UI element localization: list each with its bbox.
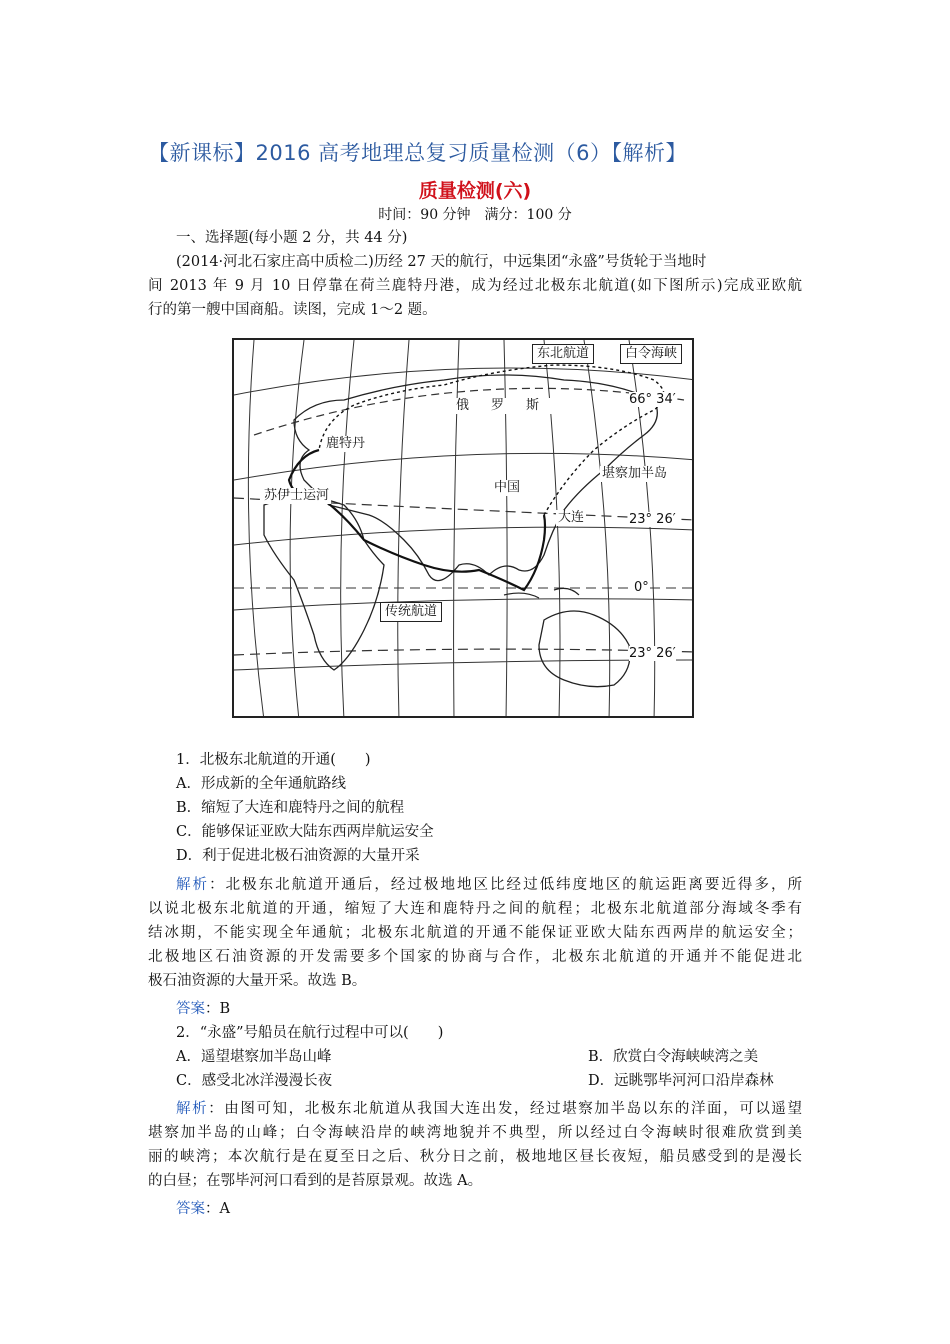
label-traditional-route: 传统航道 [380,602,442,622]
analysis-label: 解析 [176,877,210,893]
arctic-route-map [232,338,694,718]
intro-line-1: (2014·河北石家庄高中质检二)历经 27 天的航行，中远集团“永盛”号货轮于当地时 [176,254,707,270]
q2-stem: 2．“永盛”号船员在航行过程中可以( ) [176,1025,444,1041]
q2-analysis-line-1 [176,1099,802,1119]
q2-option-a: A．遥望堪察加半岛山峰 [176,1049,332,1065]
exam-title: 质量检测(六) [418,180,532,202]
answer-label-2: 答案 [176,1201,205,1217]
q2-option-b: B．欣赏白令海峡峡湾之美 [588,1049,759,1065]
exam-time-score: 时间：90 分钟 满分：100 分 [378,207,572,223]
q1-answer-value: ：B [205,1001,231,1017]
q1-analysis-line-5: 极石油资源的大量开采。故选 B。 [148,973,367,989]
q2-answer-value: ：A [205,1201,230,1217]
q1-option-a: A．形成新的全年通航路线 [176,776,346,792]
section-heading: 一、选择题(每小题 2 分，共 44 分) [176,230,408,246]
label-dalian: 大连 [558,510,585,525]
q1-analysis-text-1: ：北极东北航道开通后，经过极地地区比经过低纬度地区的航运距离要近得多，所 [209,877,803,893]
label-bering-strait: 白令海峡 [620,344,682,364]
q2-analysis-text-1: ：由图可知，北极东北航道从我国大连出发，经过堪察加半岛以东的洋面，可以遥望 [208,1101,802,1117]
q1-analysis-line-3: 结冰期，不能实现全年通航；北极东北航道的开通不能保证亚欧大陆东西两岸的航运安全； [148,925,802,941]
label-china: 中国 [494,480,521,495]
q1-analysis-line-2: 以说北极东北航道的开通，缩短了大连和鹿特丹之间的航程；北极东北航道部分海域冬季有 [148,901,802,917]
q1-analysis-line-1 [176,875,802,895]
q2-answer [176,1199,230,1219]
q1-analysis-line-4: 北极地区石油资源的开发需要多个国家的协商与合作，北极东北航道的开通并不能促进北 [148,949,802,965]
label-northeast-route: 东北航道 [532,344,594,364]
label-lat-2326-s: 23° 26′ [629,646,676,661]
q2-analysis-line-2: 堪察加半岛的山峰；白令海峡沿岸的峡湾地貌并不典型，所以经过白令海峡时很难欣赏到美 [148,1125,802,1141]
q2-option-d: D．远眺鄂毕河河口沿岸森林 [588,1073,774,1089]
q2-option-c: C．感受北冰洋漫漫长夜 [176,1073,333,1089]
label-kamchatka: 堪察加半岛 [602,466,668,481]
document-title: 【新课标】2016 高考地理总复习质量检测（6）【解析】 [148,141,687,165]
q1-stem: 1．北极东北航道的开通( ) [176,752,371,768]
q2-analysis-line-4: 的白昼；在鄂毕河河口看到的是苔原景观。故选 A。 [148,1173,483,1189]
label-rotterdam: 鹿特丹 [326,436,366,451]
label-russia: 俄罗斯 [456,398,562,413]
q1-option-c: C．能够保证亚欧大陆东西两岸航运安全 [176,824,434,840]
intro-line-3: 行的第一艘中国商船。读图，完成 1～2 题。 [148,302,437,318]
q1-option-b: B．缩短了大连和鹿特丹之间的航程 [176,800,405,816]
intro-line-2: 间 2013 年 9 月 10 日停靠在荷兰鹿特丹港，成为经过北极东北航道(如下图所示)完成亚欧航 [148,278,802,294]
q1-answer [176,999,230,1019]
answer-label: 答案 [176,1001,205,1017]
analysis-label-2: 解析 [176,1101,209,1117]
q1-option-d: D．利于促进北极石油资源的大量开采 [176,848,420,864]
map-graphic [234,340,694,718]
label-lat-equator: 0° [634,580,649,595]
q2-analysis-line-3: 丽的峡湾；本次航行是在夏至日之后、秋分日之前，极地地区昼长夜短，船员感受到的是漫长 [148,1149,802,1165]
label-lat-2326-n: 23° 26′ [629,512,676,527]
label-suez-canal: 苏伊士运河 [264,488,330,503]
label-lat-6634: 66° 34′ [629,392,676,407]
